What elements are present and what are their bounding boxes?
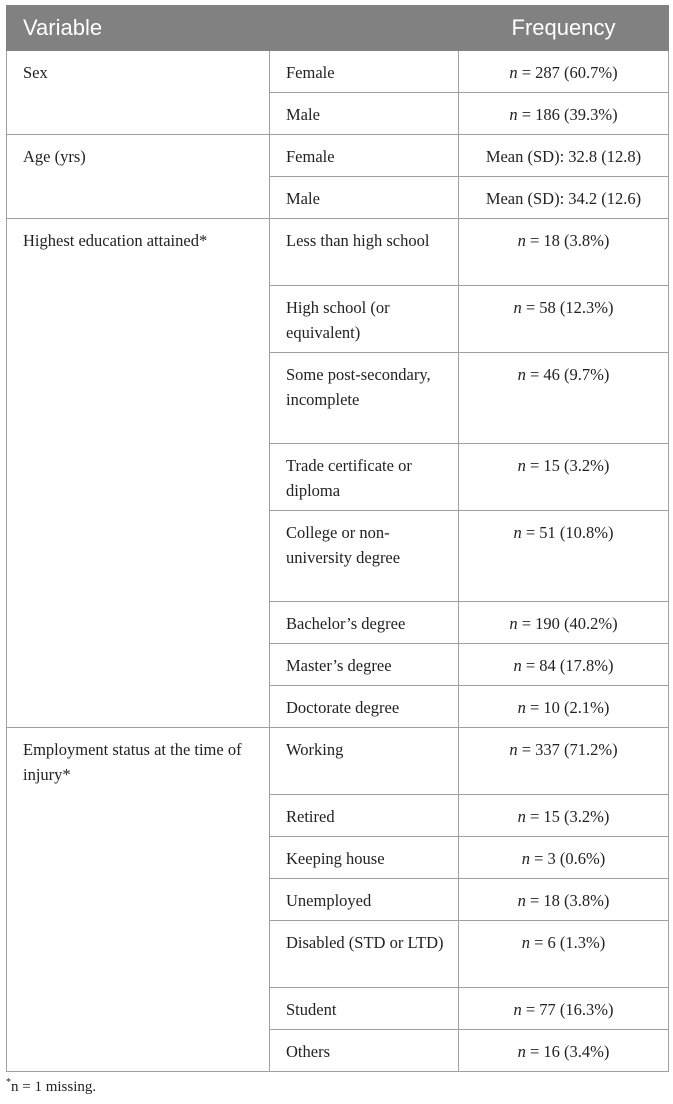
row-label: High school (or equivalent) [270, 286, 459, 353]
table-row [7, 51, 669, 93]
row-value: n = 18 (3.8%) [459, 219, 669, 286]
row-label: Working [270, 728, 459, 795]
row-label: Doctorate degree [270, 686, 459, 728]
row-value: n = 15 (3.2%) [459, 444, 669, 511]
row-value: n = 337 (71.2%) [459, 728, 669, 795]
row-value: n = 287 (60.7%) [459, 51, 669, 93]
row-value: n = 16 (3.4%) [459, 1030, 669, 1072]
table-row [7, 728, 669, 795]
row-label: Trade certificate or diploma [270, 444, 459, 511]
group-label-sex: Sex [7, 51, 270, 135]
footnote-text: n = 1 missing. [11, 1079, 97, 1095]
row-value: n = 15 (3.2%) [459, 795, 669, 837]
row-label: Unemployed [270, 879, 459, 921]
footnote-marker: * [6, 1077, 11, 1088]
row-value: n = 186 (39.3%) [459, 93, 669, 135]
row-label: Others [270, 1030, 459, 1072]
table-footnote [6, 1077, 96, 1096]
row-value: n = 6 (1.3%) [459, 921, 669, 988]
row-label: Master’s degree [270, 644, 459, 686]
row-label: Retired [270, 795, 459, 837]
header-frequency: Frequency [459, 6, 669, 51]
row-label: Less than high school [270, 219, 459, 286]
row-value: n = 3 (0.6%) [459, 837, 669, 879]
row-label: Student [270, 988, 459, 1030]
row-label: Some post-secondary, incomplete [270, 353, 459, 444]
row-value: n = 46 (9.7%) [459, 353, 669, 444]
row-value: n = 18 (3.8%) [459, 879, 669, 921]
row-value: Mean (SD): 34.2 (12.6) [459, 177, 669, 219]
row-label: Bachelor’s degree [270, 602, 459, 644]
row-label: Disabled (STD or LTD) [270, 921, 459, 988]
row-label: Female [270, 135, 459, 177]
row-label: College or non-university degree [270, 511, 459, 602]
group-label-employment: Employment status at the time of injury* [7, 728, 270, 1072]
row-value: n = 51 (10.8%) [459, 511, 669, 602]
row-value: n = 84 (17.8%) [459, 644, 669, 686]
row-value: n = 190 (40.2%) [459, 602, 669, 644]
header-variable: Variable [7, 6, 459, 51]
row-label: Keeping house [270, 837, 459, 879]
group-label-age: Age (yrs) [7, 135, 270, 219]
row-label: Male [270, 177, 459, 219]
row-label: Female [270, 51, 459, 93]
row-value: n = 58 (12.3%) [459, 286, 669, 353]
table-row [7, 219, 669, 286]
table-row [7, 135, 669, 177]
row-label: Male [270, 93, 459, 135]
row-value: Mean (SD): 32.8 (12.8) [459, 135, 669, 177]
data-table [6, 5, 669, 1072]
header-row [7, 6, 669, 51]
group-label-education: Highest education attained* [7, 219, 270, 728]
row-value: n = 10 (2.1%) [459, 686, 669, 728]
row-value: n = 77 (16.3%) [459, 988, 669, 1030]
